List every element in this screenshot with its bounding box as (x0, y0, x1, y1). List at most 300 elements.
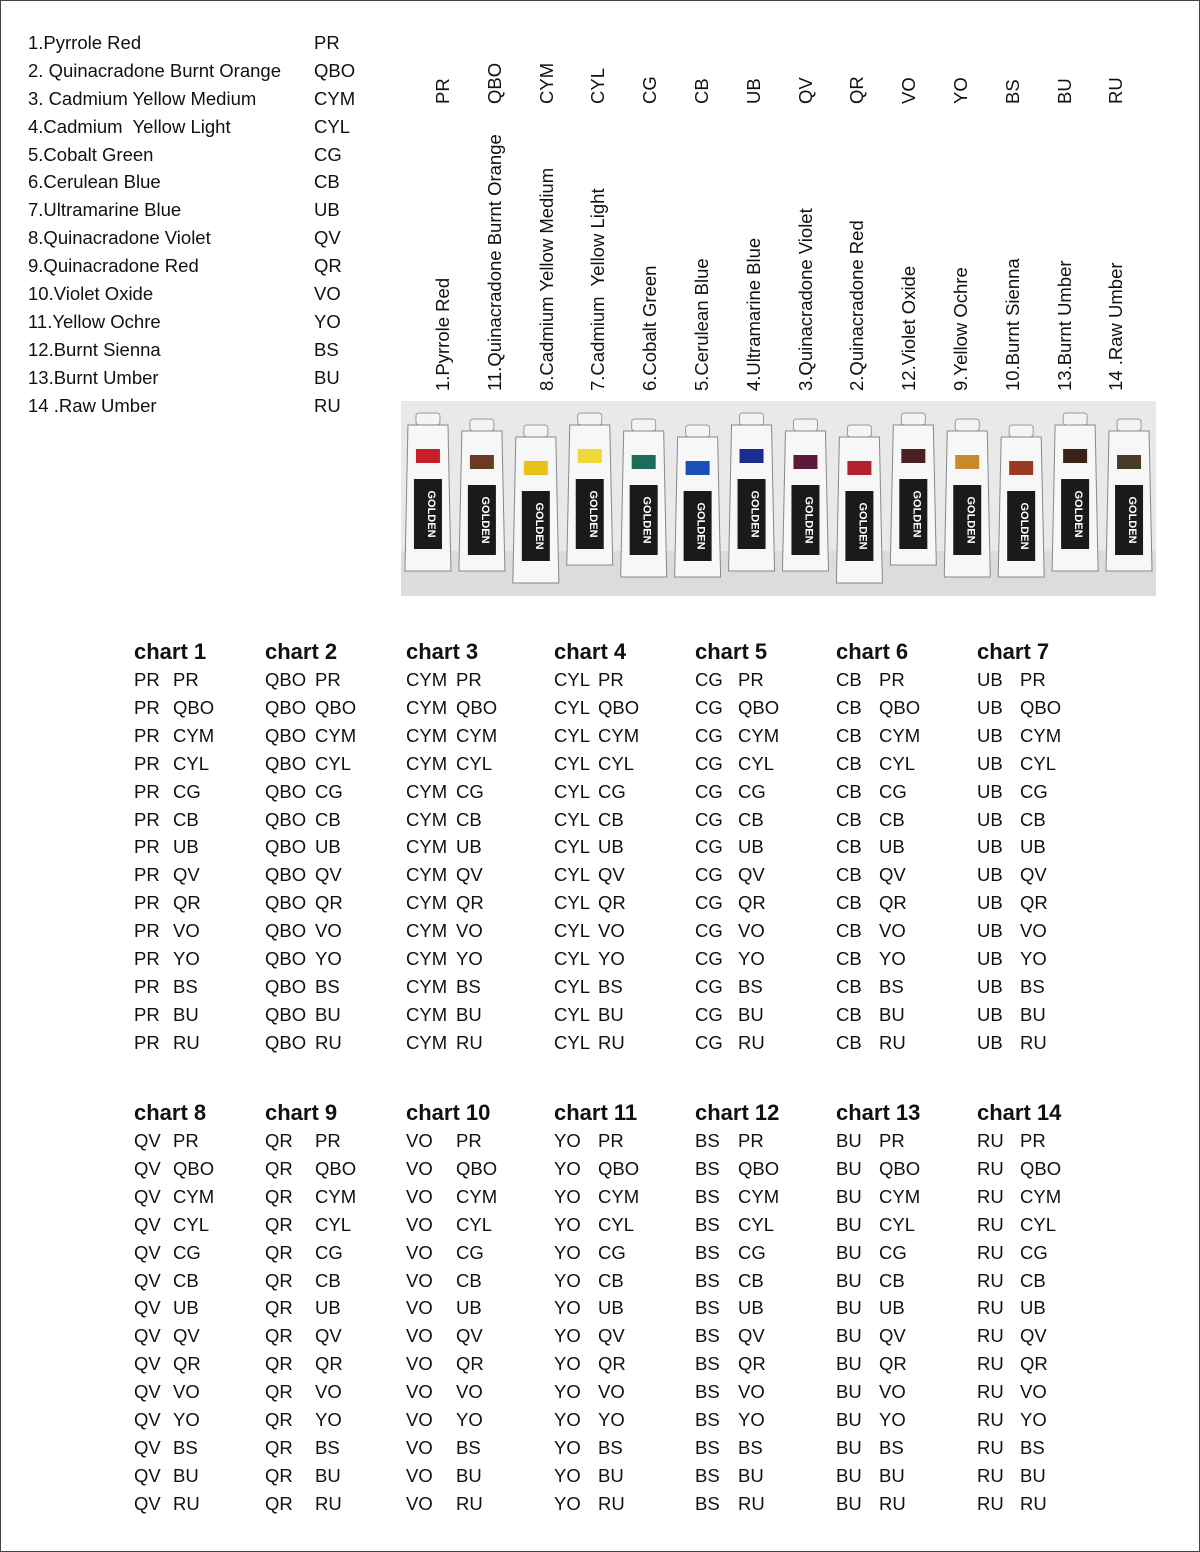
mix-base-color: QV (134, 1436, 161, 1458)
mix-partner-color: CB (879, 808, 905, 830)
mix-base-color: CYL (554, 669, 590, 690)
mix-base-color: UB (977, 724, 1003, 746)
mix-base-color: BU (836, 1241, 862, 1263)
mix-partner-color: UB (1020, 836, 1046, 858)
mix-base-color: VO (406, 1325, 433, 1347)
mix-partner-color: QBO (173, 696, 215, 718)
column-paint-name: 5.Cerulean Blue (691, 258, 712, 391)
mix-partner-color: QBO (1020, 696, 1062, 718)
mix-partner-color: BU (315, 1464, 341, 1486)
mix-partner-color: CG (598, 1241, 626, 1263)
chart-title: chart 7 (977, 639, 1050, 664)
mix-partner-color: CB (456, 808, 482, 830)
mix-partner-color: PR (173, 1130, 199, 1151)
mix-base-color: CG (695, 696, 723, 718)
mix-base-color: BS (695, 1436, 720, 1458)
mix-partner-color: VO (738, 920, 765, 942)
mix-partner-color: CYL (456, 1213, 492, 1235)
mix-partner-color: BS (598, 1436, 623, 1458)
legend-paint-abbr: VO (314, 283, 341, 305)
mix-partner-color: QV (738, 864, 765, 886)
mix-base-color: CG (695, 1031, 723, 1053)
mix-base-color: BU (836, 1213, 862, 1235)
mix-partner-color: QR (173, 1353, 201, 1375)
mix-base-color: CYM (406, 780, 448, 802)
mix-partner-color: BS (738, 1436, 763, 1458)
mix-base-color: UB (977, 892, 1003, 914)
mix-partner-color: RU (1020, 1031, 1047, 1053)
chart-title: chart 11 (554, 1100, 638, 1125)
mix-base-color: UB (977, 780, 1003, 802)
mix-partner-color: RU (738, 1031, 765, 1053)
mix-partner-color: CYL (315, 1213, 351, 1235)
mix-partner-color: CB (1020, 808, 1046, 830)
paint-tubes-photo (401, 401, 1156, 596)
mix-base-color: BU (836, 1269, 862, 1291)
mix-base-color: CG (695, 892, 723, 914)
legend-paint-abbr: QV (314, 227, 341, 249)
mix-partner-color: CG (456, 780, 484, 802)
mix-base-color: PR (134, 948, 160, 969)
mix-partner-color: CG (173, 780, 201, 802)
mix-partner-color: VO (315, 1381, 342, 1403)
mix-base-color: RU (977, 1492, 1004, 1514)
mix-partner-color: YO (738, 1409, 765, 1430)
mix-base-color: PR (134, 724, 160, 746)
mix-partner-color: QV (598, 1325, 625, 1347)
mix-base-color: PR (134, 892, 160, 914)
column-abbr: YO (950, 77, 971, 104)
mix-base-color: UB (977, 696, 1003, 718)
mix-base-color: QR (265, 1325, 293, 1347)
mix-partner-color: VO (598, 920, 625, 942)
column-abbr: QBO (483, 62, 505, 104)
column-abbr: CYM (535, 62, 557, 104)
chart-title: chart 2 (265, 639, 338, 664)
chart-title: chart 4 (554, 639, 627, 664)
mix-partner-color: UB (598, 1297, 624, 1319)
mix-base-color: UB (977, 808, 1003, 830)
mix-base-color: UB (977, 948, 1003, 969)
mix-base-color: CB (836, 892, 862, 914)
mix-partner-color: VO (879, 1381, 906, 1403)
chart-title: chart 13 (836, 1100, 921, 1125)
mix-base-color: BS (695, 1130, 720, 1151)
mix-partner-color: BS (456, 975, 481, 997)
legend-paint-name: 14 .Raw Umber (28, 394, 157, 416)
mix-base-color: BU (836, 1130, 862, 1151)
mix-partner-color: QV (173, 864, 200, 886)
mix-partner-color: PR (1020, 1130, 1046, 1151)
mix-base-color: QV (134, 1297, 161, 1319)
chart-title: chart 9 (265, 1100, 338, 1125)
mix-base-color: CYL (554, 1003, 590, 1025)
column-paint-name: 6.Cobalt Green (639, 265, 661, 391)
mix-base-color: CB (836, 1031, 862, 1053)
paint-tube-icon (1052, 413, 1098, 571)
mix-partner-color: CG (738, 1241, 766, 1263)
mix-partner-color: CYM (173, 724, 215, 746)
mix-base-color: QR (265, 1353, 293, 1375)
mix-base-color: BS (695, 1325, 720, 1347)
mix-partner-color: CYL (738, 752, 774, 774)
mix-base-color: QBO (265, 892, 307, 914)
column-abbr: RU (1105, 77, 1127, 104)
mix-base-color: BU (836, 1325, 862, 1347)
mix-base-color: CYM (406, 892, 448, 914)
mix-base-color: QBO (265, 836, 307, 858)
legend-paint-abbr: BS (314, 338, 339, 360)
column-paint-name: 14 .Raw Umber (1105, 262, 1127, 391)
mix-partner-color: CYM (738, 1185, 780, 1207)
mix-partner-color: RU (1020, 1492, 1047, 1514)
mix-base-color: CG (695, 975, 723, 997)
mix-partner-color: QBO (598, 1157, 640, 1179)
mix-partner-color: QBO (173, 1157, 215, 1179)
chart-title: chart 14 (977, 1100, 1062, 1125)
mix-base-color: YO (554, 1185, 581, 1207)
mix-partner-color: BU (738, 1464, 764, 1486)
mix-base-color: YO (554, 1241, 581, 1263)
mix-base-color: YO (554, 1436, 581, 1458)
mix-base-color: QV (134, 1241, 161, 1263)
mix-base-color: CG (695, 752, 723, 774)
mix-partner-color: CYM (598, 724, 640, 746)
mix-base-color: YO (554, 1325, 581, 1347)
column-abbr: QV (794, 77, 816, 104)
mix-partner-color: CB (173, 1269, 199, 1291)
paint-tube-icon (729, 413, 775, 571)
column-abbr: UB (742, 78, 764, 104)
legend-paint-name: 11.Yellow Ochre (28, 310, 161, 332)
legend-paint-name: 9.Quinacradone Red (28, 255, 199, 277)
mix-partner-color: BS (1020, 1436, 1045, 1458)
mix-base-color: CG (695, 724, 723, 746)
column-paint-name: 13.Burnt Umber (1053, 260, 1075, 391)
mix-partner-color: CYL (315, 752, 351, 774)
mix-base-color: PR (134, 780, 160, 802)
chart-title: chart 5 (695, 639, 768, 664)
mix-base-color: RU (977, 1157, 1004, 1179)
svg-text:GOLDEN: GOLDEN (748, 490, 761, 538)
mix-partner-color: QBO (315, 1157, 357, 1179)
mix-partner-color: QR (598, 892, 626, 914)
mix-base-color: RU (977, 1213, 1004, 1235)
legend-paint-abbr: BU (314, 366, 340, 388)
mix-partner-color: UB (738, 1297, 764, 1319)
mix-base-color: YO (554, 1381, 581, 1403)
mix-base-color: PR (134, 920, 160, 942)
mix-partner-color: YO (315, 1409, 342, 1430)
mix-base-color: CYL (554, 975, 590, 997)
mix-base-color: YO (554, 1213, 581, 1235)
mix-partner-color: CB (598, 1269, 624, 1291)
mix-base-color: PR (134, 864, 160, 886)
mix-partner-color: RU (315, 1031, 342, 1053)
mix-base-color: QV (134, 1409, 161, 1430)
mix-partner-color: RU (879, 1031, 906, 1053)
mix-base-color: UB (977, 752, 1003, 774)
mix-base-color: VO (406, 1130, 433, 1151)
mix-partner-color: YO (879, 1409, 906, 1430)
mix-base-color: VO (406, 1241, 433, 1263)
mix-base-color: QR (265, 1241, 293, 1263)
mix-partner-color: CG (879, 780, 907, 802)
mix-partner-color: VO (598, 1381, 625, 1403)
mix-partner-color: QR (456, 1353, 484, 1375)
mix-partner-color: VO (315, 920, 342, 942)
mix-base-color: CYM (406, 724, 448, 746)
mix-base-color: UB (977, 1031, 1003, 1053)
mix-partner-color: CG (879, 1241, 907, 1263)
mix-partner-color: QR (879, 892, 907, 914)
mix-base-color: QR (265, 1436, 293, 1458)
chart-title: chart 12 (695, 1100, 780, 1125)
mix-base-color: BU (836, 1492, 862, 1514)
mix-base-color: YO (554, 1130, 581, 1151)
legend-paint-name: 2. Quinacradone Burnt Orange (28, 59, 281, 81)
mix-partner-color: CYM (598, 1185, 640, 1207)
mix-base-color: RU (977, 1325, 1004, 1347)
mix-base-color: QBO (265, 1031, 307, 1053)
mix-partner-color: YO (879, 948, 906, 969)
mix-partner-color: BU (738, 1003, 764, 1025)
mix-base-color: PR (134, 1031, 160, 1053)
mix-partner-color: BU (598, 1464, 624, 1486)
mix-partner-color: QBO (456, 696, 498, 718)
svg-text:GOLDEN: GOLDEN (802, 496, 815, 544)
mix-partner-color: BS (456, 1436, 481, 1458)
column-paint-name: 2.Quinacradone Red (846, 220, 868, 391)
mix-partner-color: QV (1020, 864, 1047, 886)
mix-partner-color: PR (738, 1130, 764, 1151)
paint-tube-icon (998, 425, 1044, 577)
svg-text:GOLDEN: GOLDEN (640, 496, 653, 544)
legend-paint-abbr: CYM (314, 87, 356, 109)
mix-base-color: RU (977, 1297, 1004, 1319)
mix-base-color: BU (836, 1436, 862, 1458)
mix-partner-color: QV (315, 1325, 342, 1347)
mix-partner-color: CYL (1020, 1213, 1056, 1235)
mix-partner-color: QV (173, 1325, 200, 1347)
mix-base-color: CYM (406, 1031, 448, 1053)
mix-partner-color: YO (456, 948, 483, 969)
mix-partner-color: VO (456, 920, 483, 942)
mix-base-color: VO (406, 1381, 433, 1403)
mix-base-color: QR (265, 1492, 293, 1514)
mix-partner-color: CYL (598, 1213, 634, 1235)
mix-base-color: QV (134, 1325, 161, 1347)
mix-partner-color: QBO (1020, 1157, 1062, 1179)
mix-base-color: CYL (554, 920, 590, 942)
mix-partner-color: QBO (879, 696, 921, 718)
mix-partner-color: CYL (598, 752, 634, 774)
mix-partner-color: RU (598, 1492, 625, 1514)
mix-partner-color: YO (315, 948, 342, 969)
mix-partner-color: RU (315, 1492, 342, 1514)
mix-base-color: CB (836, 780, 862, 802)
mix-partner-color: CYM (173, 1185, 215, 1207)
svg-text:GOLDEN: GOLDEN (532, 502, 545, 550)
mix-base-color: CB (836, 669, 862, 690)
mix-base-color: CB (836, 808, 862, 830)
column-paint-name: 10.Burnt Sienna (1001, 258, 1023, 391)
mix-base-color: CB (836, 948, 862, 969)
column-abbr: PR (432, 78, 453, 104)
mix-partner-color: QR (173, 892, 201, 914)
column-headers (1, 1, 1200, 401)
mix-partner-color: RU (456, 1031, 483, 1053)
mix-base-color: VO (406, 1157, 433, 1179)
legend-paint-name: 8.Quinacradone Violet (28, 227, 211, 249)
column-abbr: CG (639, 76, 661, 104)
mix-base-color: CG (695, 780, 723, 802)
mix-partner-color: RU (738, 1492, 765, 1514)
svg-text:GOLDEN: GOLDEN (586, 490, 599, 538)
mix-partner-color: VO (1020, 920, 1047, 942)
paint-tube-icon (836, 425, 882, 583)
mix-partner-color: PR (598, 1130, 624, 1151)
mix-partner-color: VO (738, 1381, 765, 1403)
mix-base-color: YO (554, 1269, 581, 1291)
paint-tube-icon (621, 419, 667, 577)
mix-partner-color: RU (598, 1031, 625, 1053)
mix-base-color: VO (406, 1436, 433, 1458)
mix-partner-color: QV (879, 864, 906, 886)
paint-tube-icon (782, 419, 828, 571)
column-abbr: BU (1053, 78, 1075, 104)
mix-partner-color: CB (315, 808, 341, 830)
mix-partner-color: YO (1020, 1409, 1047, 1430)
paint-tube-icon (459, 419, 505, 571)
mix-base-color: BS (695, 1269, 720, 1291)
mix-partner-color: QV (1020, 1325, 1047, 1347)
mix-base-color: BS (695, 1297, 720, 1319)
legend-paint-abbr: CYL (314, 115, 350, 137)
mix-base-color: VO (406, 1185, 433, 1207)
mix-partner-color: YO (598, 948, 625, 969)
mix-partner-color: BS (879, 1436, 904, 1458)
mix-partner-color: PR (456, 1130, 482, 1151)
mix-partner-color: BU (1020, 1464, 1046, 1486)
mix-partner-color: QBO (315, 696, 357, 718)
mix-base-color: QV (134, 1157, 161, 1179)
mix-base-color: PR (134, 1003, 160, 1025)
mix-partner-color: UB (879, 1297, 905, 1319)
mix-partner-color: CYM (456, 724, 498, 746)
mix-partner-color: UB (1020, 1297, 1046, 1319)
legend-paint-abbr: YO (314, 310, 341, 332)
mix-base-color: QBO (265, 920, 307, 942)
mix-base-color: VO (406, 1269, 433, 1291)
mix-partner-color: QR (456, 892, 484, 914)
mix-base-color: QV (134, 1269, 161, 1291)
mix-base-color: CB (836, 724, 862, 746)
mix-partner-color: CYM (738, 724, 780, 746)
svg-text:GOLDEN: GOLDEN (1018, 502, 1031, 550)
mix-base-color: QR (265, 1130, 293, 1151)
mix-partner-color: PR (173, 669, 199, 690)
mix-base-color: CYM (406, 864, 448, 886)
mix-base-color: UB (977, 836, 1003, 858)
chart-title: chart 8 (134, 1100, 207, 1125)
mix-base-color: PR (134, 752, 160, 774)
mix-partner-color: QBO (456, 1157, 498, 1179)
mix-partner-color: QR (598, 1353, 626, 1375)
mix-base-color: RU (977, 1464, 1004, 1486)
mix-partner-color: PR (456, 669, 482, 690)
mix-base-color: BS (695, 1241, 720, 1263)
mix-base-color: CB (836, 864, 862, 886)
svg-text:GOLDEN: GOLDEN (1072, 490, 1085, 538)
column-paint-name: 1.Pyrrole Red (432, 277, 453, 391)
mix-partner-color: PR (879, 669, 905, 690)
mix-partner-color: UB (173, 836, 199, 858)
mix-base-color: CYM (406, 1003, 448, 1025)
svg-text:GOLDEN: GOLDEN (856, 502, 869, 550)
legend-paint-abbr: CB (314, 171, 340, 193)
mix-base-color: RU (977, 1269, 1004, 1291)
chart-title: chart 6 (836, 639, 909, 664)
mix-partner-color: VO (173, 920, 200, 942)
mix-partner-color: CB (879, 1269, 905, 1291)
column-abbr: BS (1001, 79, 1023, 104)
mix-partner-color: CYL (456, 752, 492, 774)
legend-paint-name: 3. Cadmium Yellow Medium (28, 87, 257, 109)
legend-paint-abbr: QBO (314, 59, 356, 81)
mix-partner-color: YO (598, 1409, 625, 1430)
mix-partner-color: BU (173, 1003, 199, 1025)
mix-base-color: CYL (554, 752, 590, 774)
mix-partner-color: BS (738, 975, 763, 997)
paint-tube-icon (1106, 419, 1152, 571)
mix-base-color: VO (406, 1492, 433, 1514)
mix-base-color: QV (134, 1185, 161, 1207)
mix-partner-color: QV (456, 1325, 483, 1347)
mix-partner-color: CB (738, 1269, 764, 1291)
svg-text:GOLDEN: GOLDEN (1126, 496, 1139, 544)
mix-base-color: CB (836, 752, 862, 774)
mix-base-color: YO (554, 1157, 581, 1179)
chart-title: chart 3 (406, 639, 479, 664)
mix-partner-color: CG (456, 1241, 484, 1263)
mix-base-color: YO (554, 1297, 581, 1319)
column-paint-name: 12.Violet Oxide (898, 265, 920, 391)
mix-base-color: BS (695, 1353, 720, 1375)
mix-base-color: RU (977, 1436, 1004, 1458)
mix-base-color: BS (695, 1464, 720, 1486)
mix-partner-color: QR (738, 1353, 766, 1375)
mix-partner-color: BS (315, 975, 340, 997)
mix-partner-color: BS (173, 975, 198, 997)
mix-partner-color: QV (456, 864, 483, 886)
mix-partner-color: RU (173, 1031, 200, 1053)
mix-base-color: YO (554, 1409, 581, 1430)
mix-base-color: VO (406, 1213, 433, 1235)
column-abbr: QR (846, 76, 868, 104)
mix-partner-color: CG (315, 780, 343, 802)
svg-text:GOLDEN: GOLDEN (424, 490, 437, 538)
mix-base-color: YO (554, 1464, 581, 1486)
mix-base-color: PR (134, 975, 160, 997)
mix-partner-color: CB (738, 808, 764, 830)
mix-partner-color: BS (1020, 975, 1045, 997)
mix-partner-color: QBO (598, 696, 640, 718)
mix-partner-color: CYL (879, 752, 915, 774)
mix-partner-color: UB (738, 836, 764, 858)
mix-partner-color: PR (315, 1130, 341, 1151)
legend-paint-name: 13.Burnt Umber (28, 366, 159, 388)
